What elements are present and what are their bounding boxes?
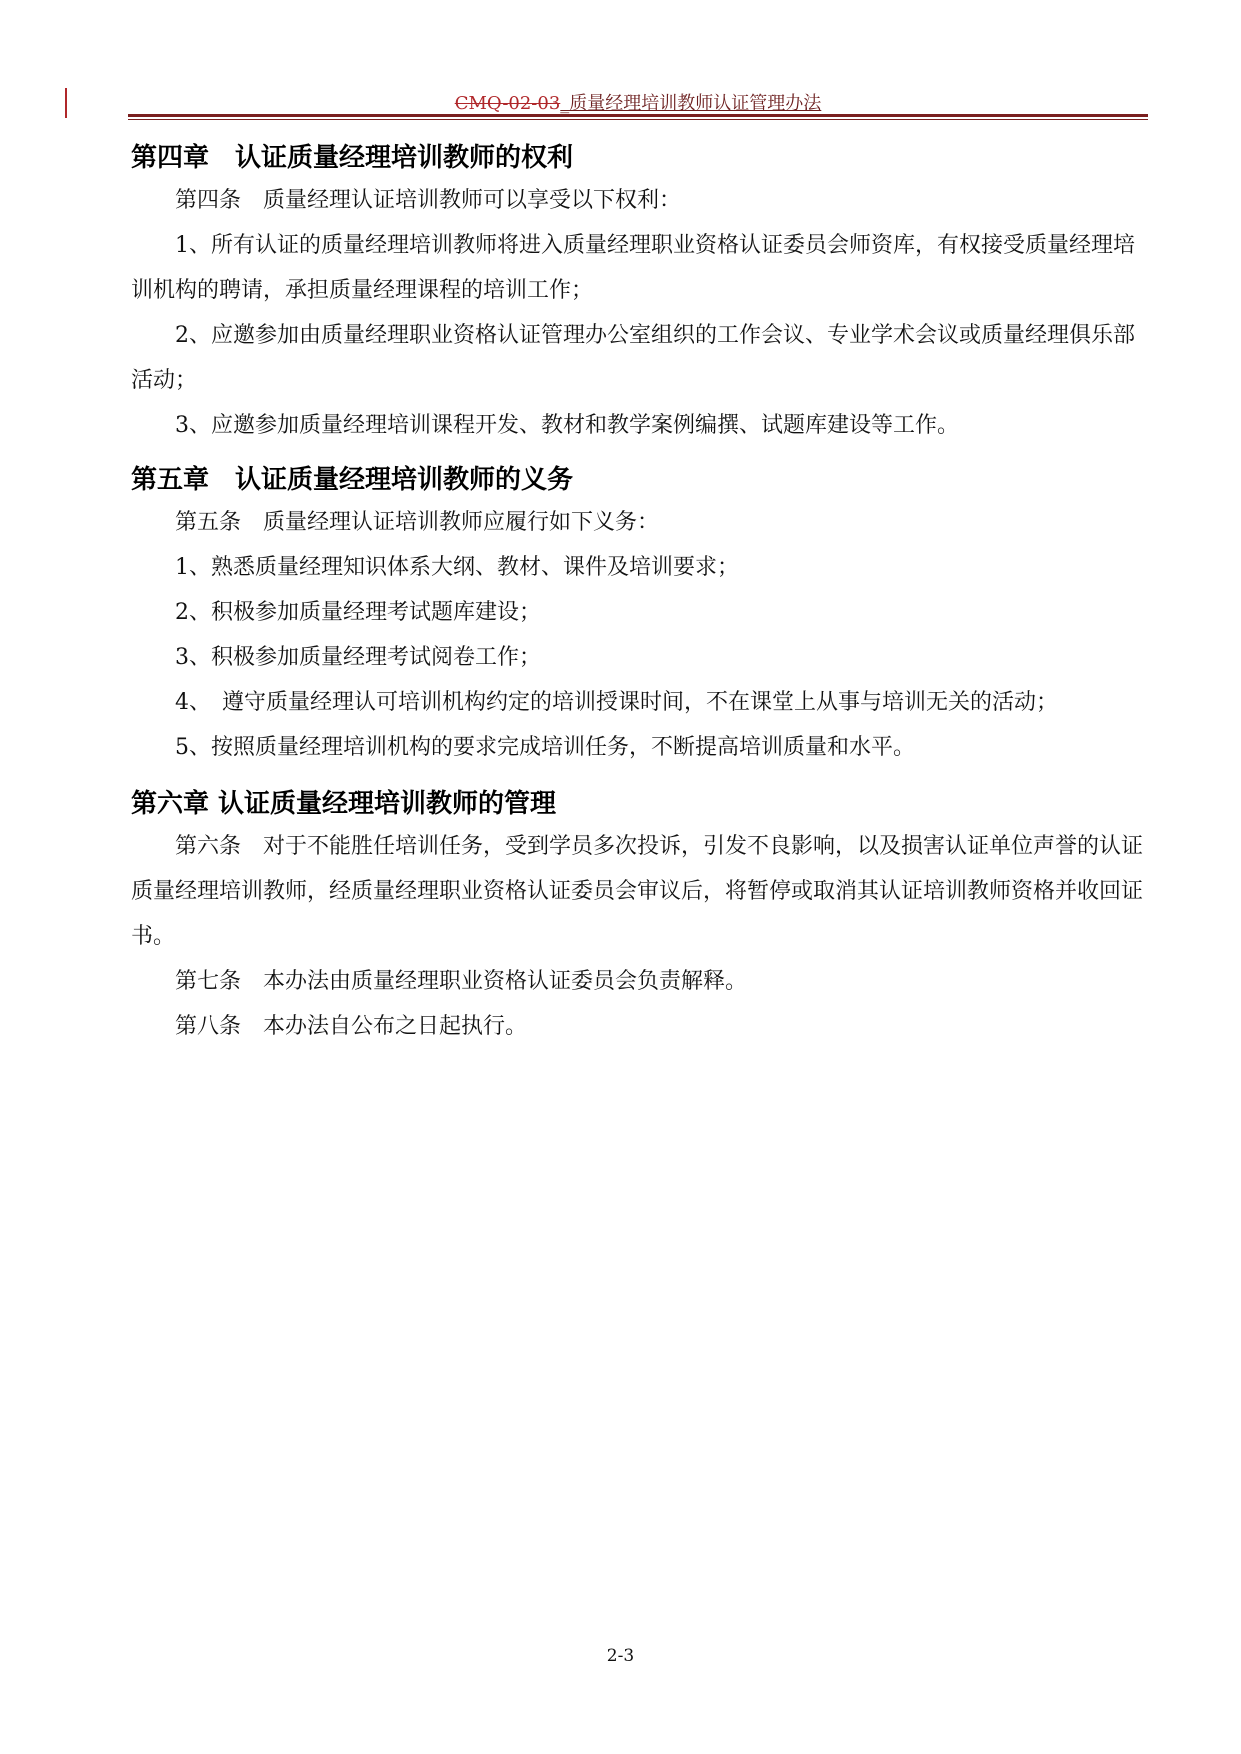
article-4: 第四条 质量经理认证培训教师可以享受以下权利：	[175, 188, 682, 213]
header-rule-thick	[128, 114, 1148, 117]
list-item: 1、所有认证的质量经理培训教师将进入质量经理职业资格认证委员会师资库，有权接受质量经理培训机构的聘请，承担质量经理课程的培训工作；	[131, 233, 1136, 303]
article-8: 第八条 本办法自公布之日起执行。	[175, 1014, 528, 1039]
list-item: 3、应邀参加质量经理培训课程开发、教材和教学案例编撰、试题库建设等工作。	[175, 413, 959, 438]
chapter-5-heading: 第五章 认证质量经理培训教师的义务	[131, 465, 574, 495]
document-body	[131, 138, 1151, 1049]
list-item: 4、 遵守质量经理认可培训机构约定的培训授课时间，不在课堂上从事与培训无关的活动；	[175, 690, 1059, 715]
page-header	[128, 89, 1148, 115]
list-item: 2、应邀参加由质量经理职业资格认证管理办公室组织的工作会议、专业学术会议或质量经理俱乐部活动；	[131, 323, 1136, 393]
chapter-6-heading: 第六章 认证质量经理培训教师的管理	[131, 789, 557, 819]
list-item: 5、按照质量经理培训机构的要求完成培训任务，不断提高培训质量和水平。	[175, 735, 915, 760]
header-deleted-code: CMQ-02-03	[454, 93, 561, 114]
chapter-4-heading: 第四章 认证质量经理培训教师的权利	[131, 143, 574, 173]
article-6: 第六条 对于不能胜任培训任务，受到学员多次投诉，引发不良影响，以及损害认证单位声誉的认证质量经理培训教师，经质量经理职业资格认证委员会审议后，将暂停或取消其认证培训教师资格并收回证书。	[131, 834, 1144, 949]
list-item: 2、积极参加质量经理考试题库建设；	[175, 600, 541, 625]
header-rule-thin	[128, 119, 1148, 120]
header-title: _质量经理培训教师认证管理办法	[560, 93, 822, 114]
revision-change-bar	[65, 88, 67, 118]
page-number: 2-3	[606, 1646, 635, 1666]
list-item: 3、积极参加质量经理考试阅卷工作；	[175, 645, 541, 670]
article-5: 第五条 质量经理认证培训教师应履行如下义务：	[175, 510, 660, 535]
list-item: 1、熟悉质量经理知识体系大纲、教材、课件及培训要求；	[175, 555, 739, 580]
article-7: 第七条 本办法由质量经理职业资格认证委员会负责解释。	[175, 969, 748, 994]
